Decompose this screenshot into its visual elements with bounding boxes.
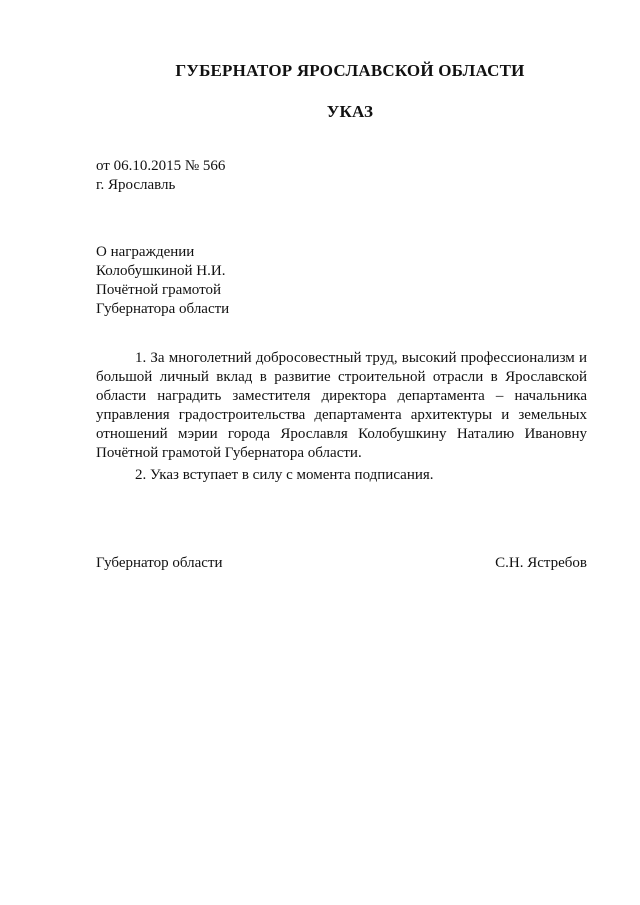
date-and-number: от 06.10.2015 № 566: [96, 158, 226, 174]
place-of-issue: г. Ярославль: [96, 177, 176, 193]
subject-line-3: Почётной грамотой: [96, 282, 221, 298]
document-type-heading: УКАЗ: [326, 102, 374, 121]
clause-2: 2. Указ вступает в силу с момента подписания.: [135, 467, 434, 483]
subject-line-2: Колобушкиной Н.И.: [96, 263, 226, 279]
signatory-name: С.Н. Ястребов: [495, 555, 587, 571]
clause-1: 1. За многолетний добросовестный труд, высокий профессионализм и большой личный вклад в развитие строительной отрасли в Ярославской области наградить заместителя директора департамента – начальника управления градостроительства департамента архитектуры и земельных отношений мэрии города Ярославля Колобушкину Наталию Ивановну Почётной грамотой Губернатора области.: [96, 350, 587, 461]
issuing-authority-heading: ГУБЕРНАТОР ЯРОСЛАВСКОЙ ОБЛАСТИ: [175, 61, 525, 80]
subject-line-1: О награждении: [96, 244, 195, 260]
subject-line-4: Губернатора области: [96, 301, 230, 317]
signatory-position: Губернатор области: [96, 555, 223, 571]
